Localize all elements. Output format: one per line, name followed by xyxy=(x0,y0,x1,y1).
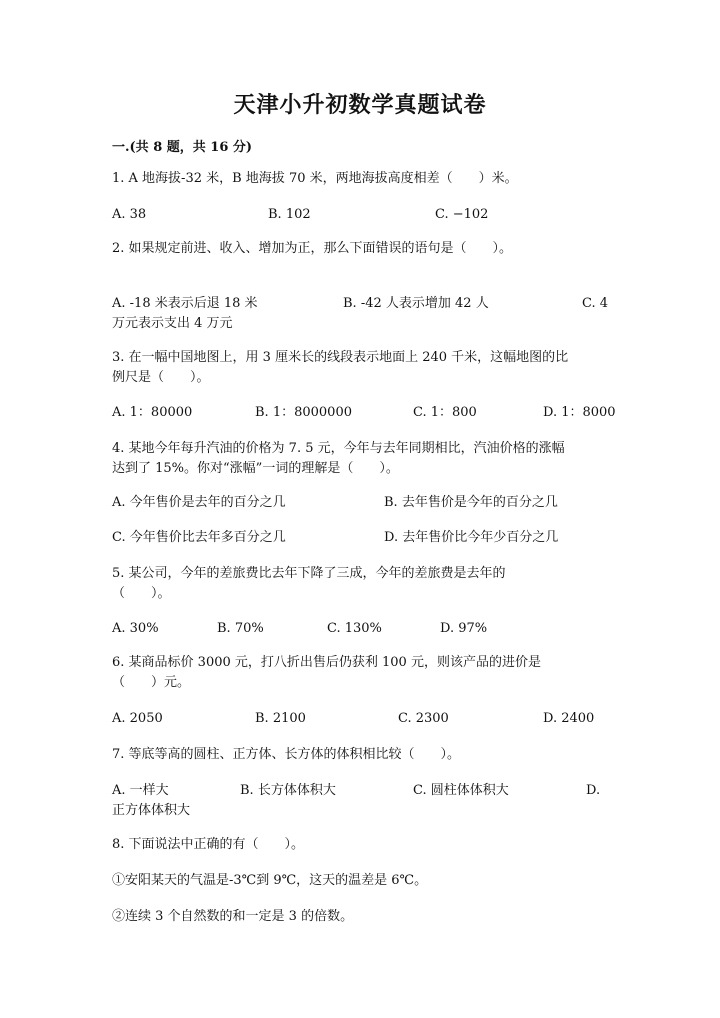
question-5-line-2: （ ）。 xyxy=(112,586,171,601)
q7-option-b: B. 长方体体积大 xyxy=(240,783,336,798)
question-6-line-1: 6. 某商品标价 3000 元，打八折出售后仍获利 100 元，则该产品的进价是 xyxy=(112,655,541,670)
question-4-line-1: 4. 某地今年每升汽油的价格为 7. 5 元，今年与去年同期相比，汽油价格的涨幅 xyxy=(112,441,565,456)
question-3-line-2: 例尺是（ ）。 xyxy=(112,370,210,385)
question-8-text: 8. 下面说法中正确的有（ ）。 xyxy=(112,837,305,852)
q6-option-c: C. 2300 xyxy=(398,711,449,726)
q5-option-c: C. 130% xyxy=(327,621,382,636)
q3-option-c: C. 1：800 xyxy=(413,405,477,420)
q7-option-d-continued: 正方体体积大 xyxy=(112,803,191,818)
q7-option-c: C. 圆柱体体积大 xyxy=(413,783,509,798)
q6-option-a: A. 2050 xyxy=(112,711,163,726)
q8-statement-1: ①安阳某天的气温是-3℃到 9℃，这天的温差是 6℃。 xyxy=(112,873,428,888)
q3-option-d: D. 1：8000 xyxy=(543,405,616,420)
q2-option-b: B. -42 人表示增加 42 人 xyxy=(343,296,489,311)
q8-statement-2: ②连续 3 个自然数的和一定是 3 的倍数。 xyxy=(112,909,354,924)
q4-option-c: C. 今年售价比去年多百分之几 xyxy=(112,530,286,545)
q2-option-a: A. -18 米表示后退 18 米 xyxy=(112,296,258,311)
q5-option-b: B. 70% xyxy=(217,621,264,636)
question-4-line-2: 达到了 15%。你对“涨幅”一词的理解是（ ）。 xyxy=(112,461,399,476)
question-5-line-1: 5. 某公司，今年的差旅费比去年下降了三成，今年的差旅费是去年的 xyxy=(112,566,506,581)
q7-option-a: A. 一样大 xyxy=(112,783,169,798)
question-3-line-1: 3. 在一幅中国地图上，用 3 厘米长的线段表示地面上 240 千米，这幅地图的比 xyxy=(112,350,569,365)
q3-option-b: B. 1：8000000 xyxy=(255,405,352,420)
q6-option-d: D. 2400 xyxy=(543,711,595,726)
q4-option-a: A. 今年售价是去年的百分之几 xyxy=(112,495,286,510)
q5-option-d: D. 97% xyxy=(440,621,488,636)
q5-option-a: A. 30% xyxy=(112,621,159,636)
question-2-text: 2. 如果规定前进、收入、增加为正，那么下面错误的语句是（ ）。 xyxy=(112,241,513,256)
q1-option-a: A. 38 xyxy=(112,207,147,222)
page-title: 天津小升初数学真题试卷 xyxy=(233,92,487,118)
q6-option-b: B. 2100 xyxy=(255,711,306,726)
q4-option-b: B. 去年售价是今年的百分之几 xyxy=(384,495,558,510)
section-header: 一.(共 8 题，共 16 分) xyxy=(112,140,253,155)
q2-option-c-continued: 万元表示支出 4 万元 xyxy=(112,316,233,331)
question-1-text: 1. A 地海拔-32 米，B 地海拔 70 米，两地海拔高度相差（ ）米。 xyxy=(112,171,518,186)
q4-option-d: D. 去年售价比今年少百分之几 xyxy=(384,530,559,545)
question-7-text: 7. 等底等高的圆柱、正方体、长方体的体积相比较（ ）。 xyxy=(112,747,461,762)
q1-option-c: C. −102 xyxy=(435,207,489,222)
q7-option-d: D. xyxy=(586,783,601,798)
q3-option-a: A. 1：80000 xyxy=(112,405,193,420)
q1-option-b: B. 102 xyxy=(268,207,311,222)
q2-option-c: C. 4 xyxy=(582,296,609,311)
question-6-line-2: （ ）元。 xyxy=(112,675,191,690)
